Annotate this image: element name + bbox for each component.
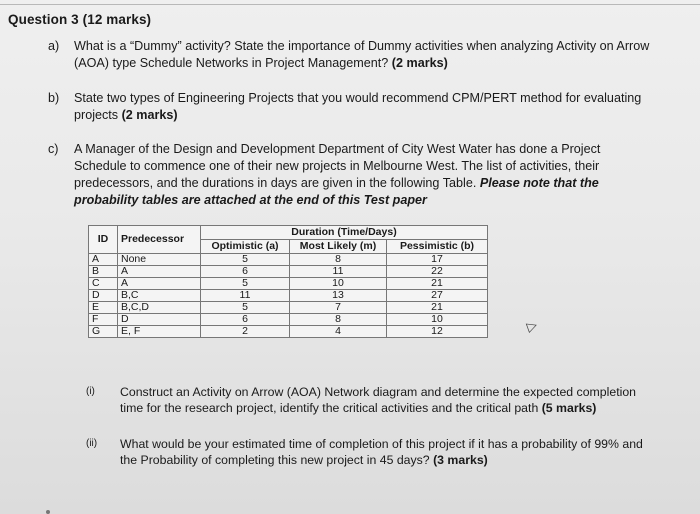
part-a-marks: (2 marks)	[391, 56, 448, 70]
cell-pred: B,C,D	[118, 302, 201, 314]
part-b	[48, 90, 668, 124]
header-predecessor: Predecessor	[118, 226, 201, 254]
part-a-text: What is a “Dummy” activity? State the importance of Dummy activities when analyzing Activity on Arrow (AOA) type Schedule Networks in Project Management?	[74, 39, 650, 70]
cell-pessimistic: 22	[387, 266, 488, 278]
part-c-label: c)	[48, 142, 59, 156]
cell-pred: A	[118, 266, 201, 278]
cell-pessimistic: 21	[387, 302, 488, 314]
cell-pessimistic: 27	[387, 290, 488, 302]
table-row	[89, 266, 488, 278]
cell-id: A	[89, 254, 118, 266]
subpart-i-marks: (5 marks)	[541, 401, 597, 415]
part-c	[48, 141, 633, 209]
cell-most-likely: 13	[290, 290, 387, 302]
cell-most-likely: 4	[290, 326, 387, 338]
part-b-text: State two types of Engineering Projects that you would recommend CPM/PERT method for evaluating projects	[74, 91, 642, 122]
cell-optimistic: 6	[201, 266, 290, 278]
subpart-ii-label: (ii)	[86, 438, 98, 449]
cell-most-likely: 11	[290, 266, 387, 278]
cell-optimistic: 5	[201, 254, 290, 266]
question-title: Question 3 (12 marks)	[8, 12, 152, 27]
table-row	[89, 302, 488, 314]
table-row	[89, 290, 488, 302]
duration-table	[88, 225, 488, 338]
cell-pessimistic: 17	[387, 254, 488, 266]
cell-id: B	[89, 266, 118, 278]
cell-most-likely: 10	[290, 278, 387, 290]
header-duration: Duration (Time/Days)	[201, 226, 488, 240]
subpart-i-text: Construct an Activity on Arrow (AOA) Network diagram and determine the expected completion time for the research project, identify the critical activities and the critical path	[120, 385, 637, 415]
subpart-ii-marks: (3 marks)	[433, 453, 488, 467]
cell-optimistic: 6	[201, 314, 290, 326]
cell-pred: None	[118, 254, 201, 266]
page-edge-mark	[46, 510, 50, 514]
cell-pred: E, F	[118, 326, 201, 338]
subpart-ii	[86, 436, 646, 468]
cell-most-likely: 8	[290, 314, 387, 326]
page-top-rule	[0, 4, 700, 5]
header-most-likely: Most Likely (m)	[290, 240, 387, 254]
cell-id: E	[89, 302, 118, 314]
cell-most-likely: 8	[290, 254, 387, 266]
part-b-label: b)	[48, 91, 60, 105]
cell-id: F	[89, 314, 118, 326]
cell-pessimistic: 21	[387, 278, 488, 290]
subpart-ii-text: What would be your estimated time of completion of this project if it has a probability of 99% and the Probability of completing this new project in 45 days?	[120, 437, 643, 467]
cell-optimistic: 2	[201, 326, 290, 338]
part-c-text: A Manager of the Design and Development Department of City West Water has done a Project Schedule to commence one of their new projects in Melbourne West. The list of activities, their predecessors, and the durations in days are given in the following Table.	[74, 142, 601, 190]
cell-id: G	[89, 326, 118, 338]
part-a	[48, 38, 668, 72]
part-c-note: Please note that the probability tables are attached at the end of this Test paper	[74, 176, 599, 207]
table-row	[89, 326, 488, 338]
cell-most-likely: 7	[290, 302, 387, 314]
cell-pred: D	[118, 314, 201, 326]
table-row	[89, 278, 488, 290]
header-pessimistic: Pessimistic (b)	[387, 240, 488, 254]
mouse-cursor-icon: ▷	[524, 316, 540, 335]
cell-optimistic: 5	[201, 302, 290, 314]
table-row	[89, 314, 488, 326]
cell-pred: B,C	[118, 290, 201, 302]
cell-pred: A	[118, 278, 201, 290]
table-row	[89, 254, 488, 266]
part-a-label: a)	[48, 39, 60, 53]
cell-pessimistic: 12	[387, 326, 488, 338]
header-optimistic: Optimistic (a)	[201, 240, 290, 254]
cell-optimistic: 11	[201, 290, 290, 302]
subpart-i	[86, 384, 646, 416]
cell-id: D	[89, 290, 118, 302]
part-b-marks: (2 marks)	[121, 108, 178, 122]
cell-pessimistic: 10	[387, 314, 488, 326]
header-id: ID	[89, 226, 118, 254]
cell-id: C	[89, 278, 118, 290]
subpart-i-label: (i)	[86, 386, 95, 397]
cell-optimistic: 5	[201, 278, 290, 290]
